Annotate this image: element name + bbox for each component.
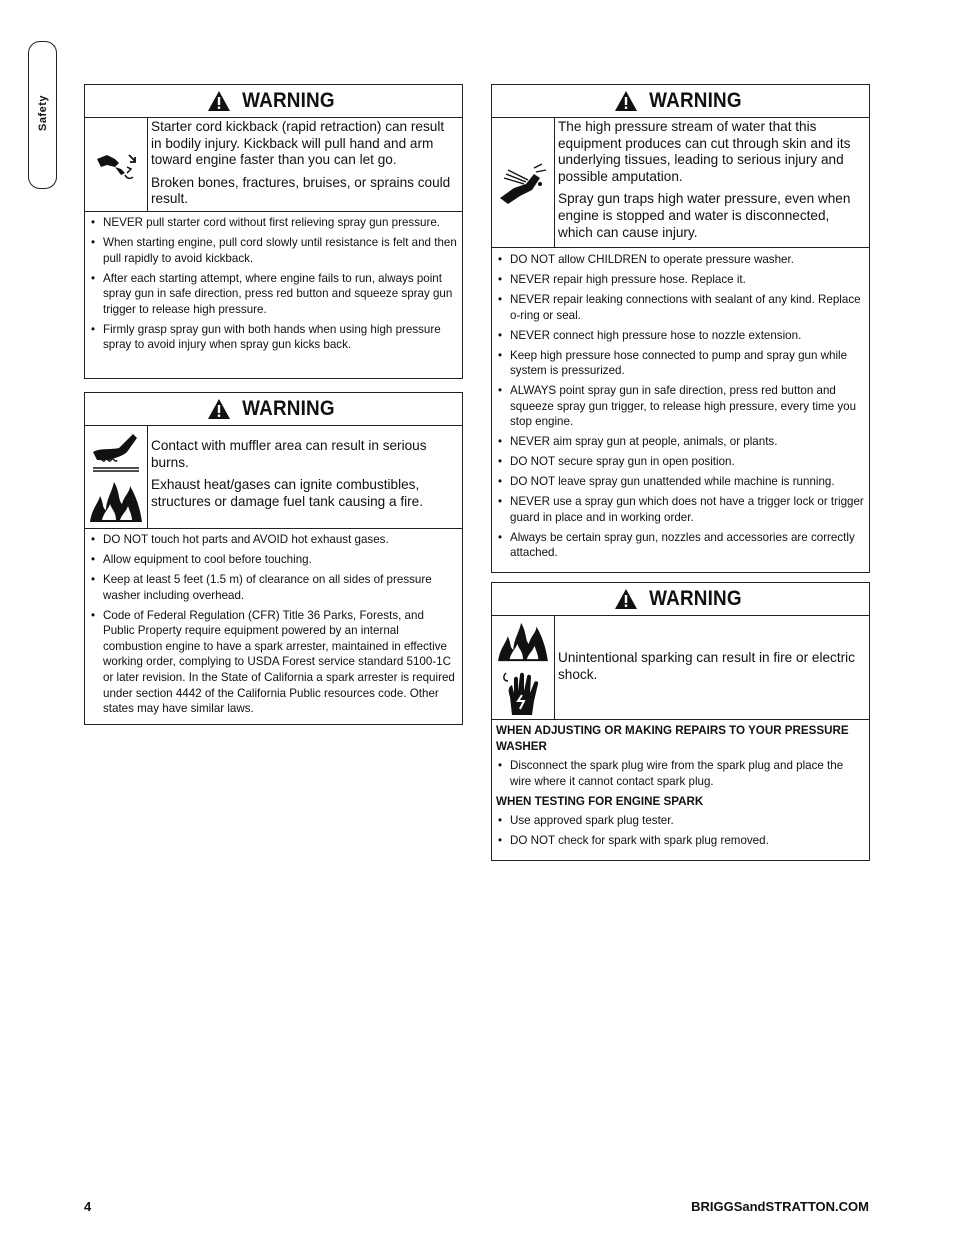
list-item: • NEVER repair high pressure hose. Replace it. bbox=[496, 272, 865, 288]
list-item: • DO NOT touch hot parts and AVOID hot exhaust gases. bbox=[89, 532, 458, 548]
list-item: • NEVER aim spray gun at people, animals, or plants. bbox=[496, 434, 865, 450]
warning-header bbox=[492, 583, 869, 616]
section-heading: WHEN TESTING FOR ENGINE SPARK bbox=[496, 794, 704, 808]
list-item: • DO NOT check for spark with spark plug removed. bbox=[496, 833, 865, 849]
fire-icon bbox=[88, 478, 144, 524]
list-item: • NEVER use a spray gun which does not have a trigger lock or trigger guard in place and in working order. bbox=[496, 494, 865, 525]
electric-shock-icon bbox=[500, 667, 546, 717]
list-item: • Always be certain spray gun, nozzles and accessories are correctly attached. bbox=[496, 530, 865, 561]
high-pressure-spray-icon bbox=[496, 160, 550, 206]
precaution-list bbox=[85, 212, 462, 361]
list-item: • DO NOT leave spray gun unattended while machine is running. bbox=[496, 474, 865, 490]
hazard-text: Contact with muffler area can result in serious burns. bbox=[151, 438, 427, 470]
section-heading: WHEN ADJUSTING OR MAKING REPAIRS TO YOUR PRESSURE WASHER bbox=[496, 724, 849, 753]
hazard-consequence: Broken bones, fractures, bruises, or sprains could result. bbox=[151, 174, 451, 207]
warning-box-kickback bbox=[84, 84, 463, 379]
icon-cell bbox=[85, 426, 148, 528]
list-item: • After each starting attempt, where engine fails to run, always point spray gun in safe direction, press red button and squeeze spray gun trigger to release high pressure. bbox=[89, 271, 458, 318]
precaution-list bbox=[85, 529, 462, 725]
list-item: • Keep high pressure hose connected to pump and spray gun while system is pressurized. bbox=[496, 348, 865, 379]
precaution-list bbox=[492, 720, 869, 857]
list-item: • NEVER repair leaking connections with sealant of any kind. Replace o-ring or seal. bbox=[496, 292, 865, 323]
list-item: • NEVER connect high pressure hose to nozzle extension. bbox=[496, 328, 865, 344]
hazard-text: The high pressure stream of water that this equipment produces can cut through skin and its underlying tissues, leading to serious injury and possible amputation. bbox=[558, 119, 851, 184]
icon-cell bbox=[492, 616, 555, 719]
warning-box-burns bbox=[84, 392, 463, 725]
warning-triangle-icon bbox=[207, 398, 231, 420]
warning-title: WARNING bbox=[242, 397, 335, 420]
list-item: • Keep at least 5 feet (1.5 m) of clearance on all sides of pressure washer including overhead. bbox=[89, 572, 458, 603]
warning-box-sparking bbox=[491, 582, 870, 861]
warning-header bbox=[492, 85, 869, 118]
kickback-hand-icon bbox=[91, 145, 141, 185]
hazard-text: Unintentional sparking can result in fire or electric shock. bbox=[558, 650, 855, 682]
list-item: • When starting engine, pull cord slowly until resistance is felt and then pull rapidly to avoid kickback. bbox=[89, 235, 458, 266]
warning-title: WARNING bbox=[649, 89, 742, 112]
list-item: • DO NOT secure spray gun in open position. bbox=[496, 454, 865, 470]
hot-surface-icon bbox=[89, 430, 143, 474]
page-number: 4 bbox=[84, 1199, 92, 1214]
hazard-description bbox=[555, 616, 869, 719]
warning-title: WARNING bbox=[242, 89, 335, 112]
hazard-text: Starter cord kickback (rapid retraction) can result in bodily injury. Kickback will pull hand and arm toward engine faster than you can let go. bbox=[151, 119, 445, 168]
list-item: • NEVER pull starter cord without first relieving spray gun pressure. bbox=[89, 215, 458, 231]
hazard-consequence: Exhaust heat/gases can ignite combustibles, structures or damage fuel tank causing a fire. bbox=[151, 477, 424, 509]
hazard-description bbox=[555, 118, 869, 247]
warning-title: WARNING bbox=[649, 587, 742, 610]
icon-cell bbox=[492, 118, 555, 247]
section-tab-label: Safety bbox=[37, 94, 49, 131]
hazard-consequence: Spray gun traps high water pressure, even when engine is stopped and water is disconnected, which can cause injury. bbox=[558, 191, 851, 240]
precaution-list bbox=[492, 248, 869, 569]
list-item: • Firmly grasp spray gun with both hands when using high pressure spray to avoid injury when spray gun kicks back. bbox=[89, 322, 458, 353]
list-item: • Code of Federal Regulation (CFR) Title 36 Parks, Forests, and Public Property require equipment powered by an internal combustion engine to have a spark arrester, maintained in effective working order, complying to USDA Forest service standard 5100-1C or later revision. In the State of California a spark arrester is required under section 4442 of the California Public resources code. Other states may have similar laws. bbox=[89, 608, 458, 717]
warning-box-high-pressure bbox=[491, 84, 870, 573]
website-url: BRIGGSandSTRATTON.COM bbox=[691, 1199, 869, 1214]
list-item: • ALWAYS point spray gun in safe direction, press red button and squeeze spray gun trigger, to release high pressure, every time you stop engine. bbox=[496, 383, 865, 430]
warning-triangle-icon bbox=[614, 588, 638, 610]
warning-triangle-icon bbox=[207, 90, 231, 112]
list-item: • Allow equipment to cool before touching. bbox=[89, 552, 458, 568]
list-item: • Use approved spark plug tester. bbox=[496, 813, 865, 829]
warning-header bbox=[85, 85, 462, 118]
fire-icon bbox=[496, 619, 550, 663]
warning-header bbox=[85, 393, 462, 426]
warning-triangle-icon bbox=[614, 90, 638, 112]
hazard-description bbox=[148, 118, 462, 211]
list-item: • DO NOT allow CHILDREN to operate pressure washer. bbox=[496, 252, 865, 268]
icon-cell bbox=[85, 118, 148, 211]
list-item: • Disconnect the spark plug wire from the spark plug and place the wire where it cannot contact spark plug. bbox=[496, 758, 865, 789]
hazard-description bbox=[148, 426, 462, 528]
